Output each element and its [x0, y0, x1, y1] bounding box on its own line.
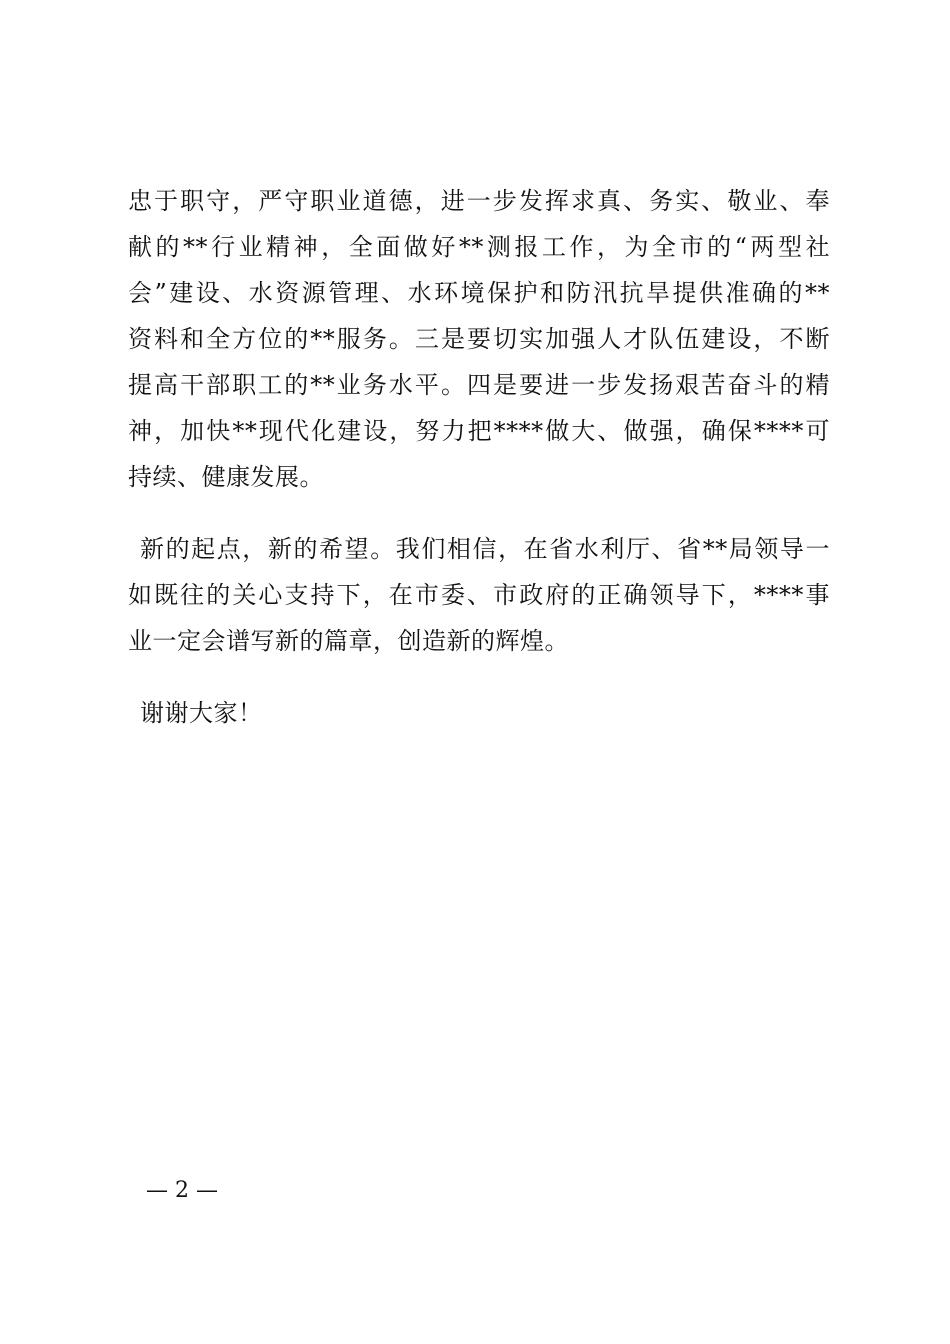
text-line: 献的**行业精神，全面做好**测报工作，为全市的“两型社: [128, 233, 830, 261]
text-line: 忠于职守，严守职业道德，进一步发挥求真、务实、敬业、奉: [128, 187, 830, 215]
text-line: 业一定会谱写新的篇章，创造新的辉煌。: [128, 627, 569, 655]
text-line: 如既往的关心支持下，在市委、市政府的正确领导下，****事: [128, 581, 830, 609]
text-line: 资料和全方位的**服务。三是要切实加强人才队伍建设，不断: [128, 325, 830, 353]
text-line: 持续、健康发展。: [128, 463, 324, 491]
closing-paragraph: [128, 690, 830, 736]
paragraph-2: [128, 526, 830, 664]
document-body: [128, 178, 830, 762]
text-line: 新的起点，新的希望。我们相信，在省水利厅、省**局领导一: [140, 535, 830, 563]
text-line: 神，加快**现代化建设，努力把****做大、做强，确保****可: [128, 417, 830, 445]
text-line: 提高干部职工的**业务水平。四是要进一步发扬艰苦奋斗的精: [128, 371, 830, 399]
paragraph-1: [128, 178, 830, 500]
page-number: — 2 —: [146, 1178, 218, 1203]
text-line: 会”建设、水资源管理、水环境保护和防汛抗旱提供准确的**: [128, 279, 830, 307]
closing-line: 谢谢大家！: [140, 699, 263, 727]
